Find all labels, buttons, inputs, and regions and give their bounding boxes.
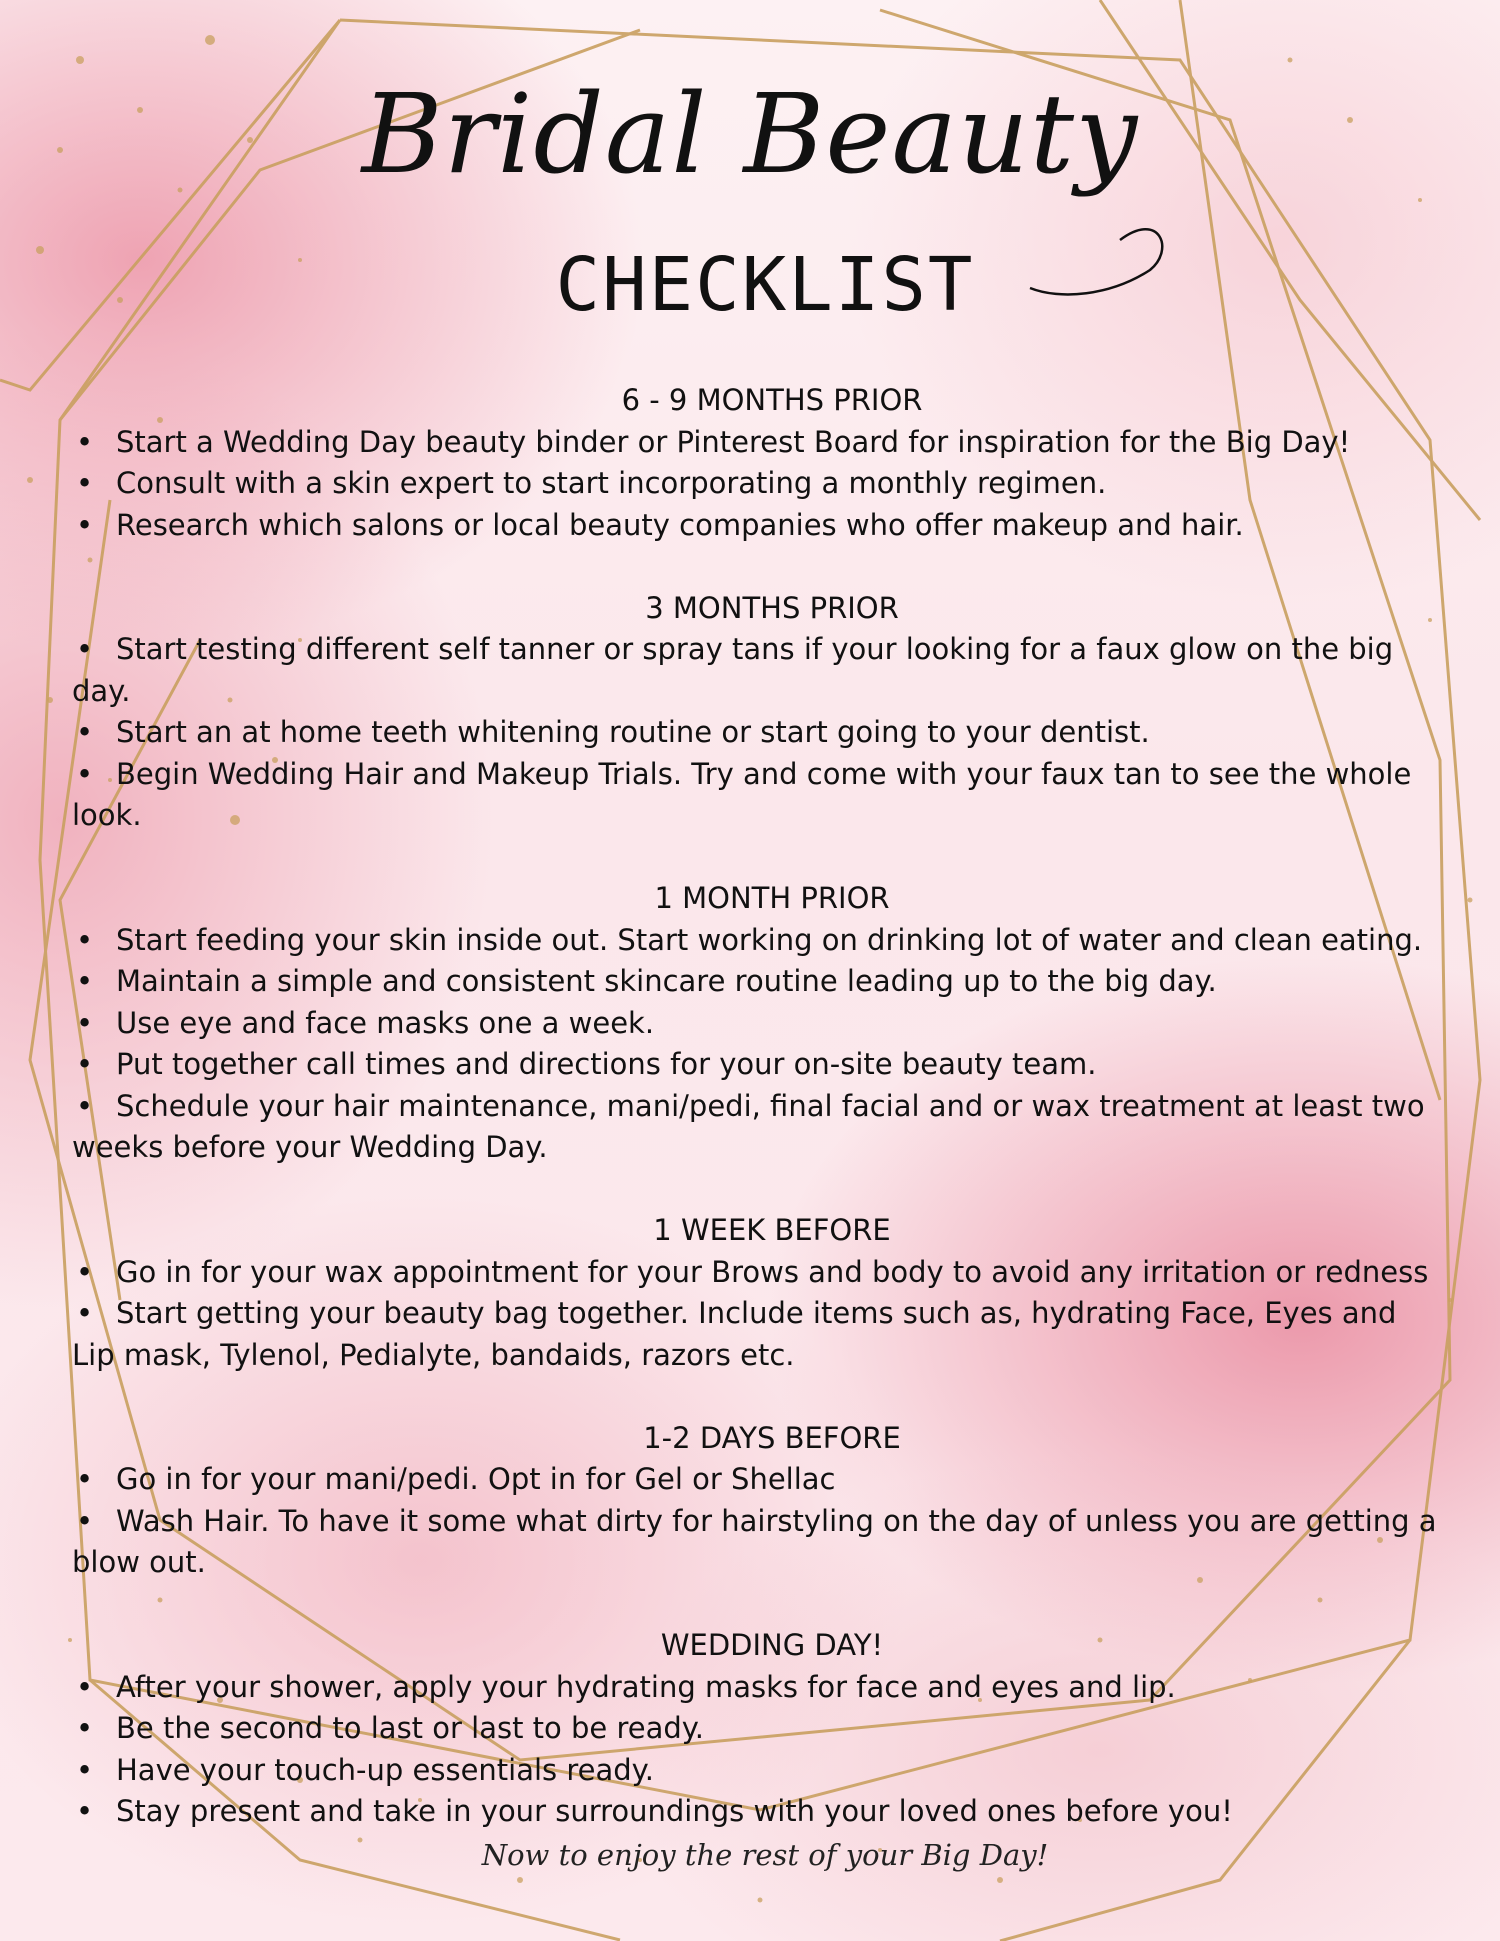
checklist-item	[72, 754, 1442, 837]
checklist-item-text: Have your touch-up essentials ready.	[116, 1752, 654, 1787]
bullet-icon: •	[76, 756, 94, 791]
bullet-icon: •	[76, 715, 94, 749]
checklist-item-text: Start getting your beauty bag together. Include items such as, hydrating Face, Eyes and Lip mask, Tylenol, Pedialyte, bandaids, razors etc.	[72, 1296, 1397, 1372]
checklist-item-text: Maintain a simple and consistent skincare routine leading up to the big day.	[116, 964, 1217, 998]
bullet-icon: •	[76, 507, 94, 542]
bullet-icon: •	[76, 1462, 94, 1496]
checklist-item	[72, 1667, 1442, 1709]
checklist-section	[72, 1418, 1442, 1584]
checklist-item	[72, 1750, 1442, 1792]
checklist-section	[72, 588, 1442, 837]
checklist-section	[72, 878, 1442, 1169]
page-title-script: Bridal Beauty	[361, 70, 1139, 198]
checklist-item-text: Wash Hair. To have it some what dirty for hairstyling on the day of unless you are getting a blow out.	[72, 1503, 1437, 1579]
checklist-section	[72, 380, 1442, 546]
bullet-icon: •	[76, 1503, 94, 1538]
checklist-item	[72, 961, 1442, 1003]
page-title-checklist: CHECKLIST	[555, 242, 975, 328]
bullet-icon: •	[76, 1669, 94, 1704]
checklist-item	[72, 712, 1442, 754]
footer-note: Now to enjoy the rest of your Big Day!	[481, 1838, 1049, 1872]
checklist-item	[72, 422, 1442, 464]
bullet-icon: •	[76, 922, 94, 957]
bullet-icon: •	[76, 1254, 94, 1289]
section-heading: 1 WEEK BEFORE	[653, 1213, 891, 1247]
checklist-item-text: Put together call times and directions for your on-site beauty team.	[116, 1047, 1097, 1081]
checklist-item	[72, 1791, 1442, 1833]
bullet-icon: •	[76, 466, 94, 500]
checklist-item	[72, 463, 1442, 505]
checklist-section	[72, 1625, 1442, 1833]
checklist-item	[72, 1003, 1442, 1045]
checklist-item	[72, 1293, 1442, 1376]
bullet-icon: •	[76, 1296, 94, 1330]
checklist-item-text: Go in for your mani/pedi. Opt in for Gel or Shellac	[116, 1462, 836, 1496]
section-heading: 1-2 DAYS BEFORE	[643, 1420, 901, 1455]
bullet-icon: •	[76, 632, 94, 666]
bullet-icon: •	[76, 1752, 94, 1787]
checklist-item	[72, 920, 1442, 962]
bullet-icon: •	[76, 1088, 94, 1123]
checklist-item-text: Start testing different self tanner or spray tans if your looking for a faux glow on the big day.	[72, 632, 1394, 708]
bullet-icon: •	[76, 1711, 94, 1745]
bullet-icon: •	[76, 424, 94, 459]
checklist-item	[72, 629, 1442, 712]
section-heading: 6 - 9 MONTHS PRIOR	[621, 383, 923, 417]
checklist-item-text: Start a Wedding Day beauty binder or Pinterest Board for inspiration for the Big Day!	[116, 424, 1351, 459]
checklist-item-text: Begin Wedding Hair and Makeup Trials. Try and come with your faux tan to see the whole look.	[72, 756, 1412, 832]
checklist-item-text: Schedule your hair maintenance, mani/pedi, final facial and or wax treatment at least two weeks before your Wedding Day.	[72, 1088, 1425, 1164]
checklist-item	[72, 1044, 1442, 1086]
checklist-item	[72, 1459, 1442, 1501]
section-heading: 3 MONTHS PRIOR	[645, 590, 899, 625]
checklist-content	[72, 380, 1442, 1874]
section-heading: WEDDING DAY!	[660, 1628, 884, 1662]
checklist-item	[72, 505, 1442, 547]
checklist-item	[72, 1252, 1442, 1294]
checklist-item-text: Be the second to last or last to be ready.	[116, 1711, 705, 1745]
bullet-icon: •	[76, 964, 94, 998]
bullet-icon: •	[76, 1047, 94, 1081]
checklist-item	[72, 1708, 1442, 1750]
checklist-item-text: Start an at home teeth whitening routine or start going to your dentist.	[116, 715, 1150, 749]
bullet-icon: •	[76, 1005, 94, 1040]
checklist-item-text: Consult with a skin expert to start incorporating a monthly regimen.	[116, 466, 1107, 500]
checklist-item-text: Stay present and take in your surroundings with your loved ones before you!	[116, 1794, 1233, 1828]
checklist-item-text: Research which salons or local beauty companies who offer makeup and hair.	[116, 507, 1244, 542]
checklist-item-text: After your shower, apply your hydrating masks for face and eyes and lip.	[116, 1669, 1176, 1704]
checklist-item-text: Start feeding your skin inside out. Start working on drinking lot of water and clean eating.	[116, 922, 1423, 957]
checklist-item-text: Go in for your wax appointment for your Brows and body to avoid any irritation or redness	[116, 1254, 1429, 1289]
checklist-item-text: Use eye and face masks one a week.	[116, 1005, 655, 1040]
bullet-icon: •	[76, 1794, 94, 1828]
checklist-item	[72, 1086, 1442, 1169]
section-heading: 1 MONTH PRIOR	[654, 881, 890, 915]
checklist-item	[72, 1501, 1442, 1584]
checklist-section	[72, 1210, 1442, 1376]
